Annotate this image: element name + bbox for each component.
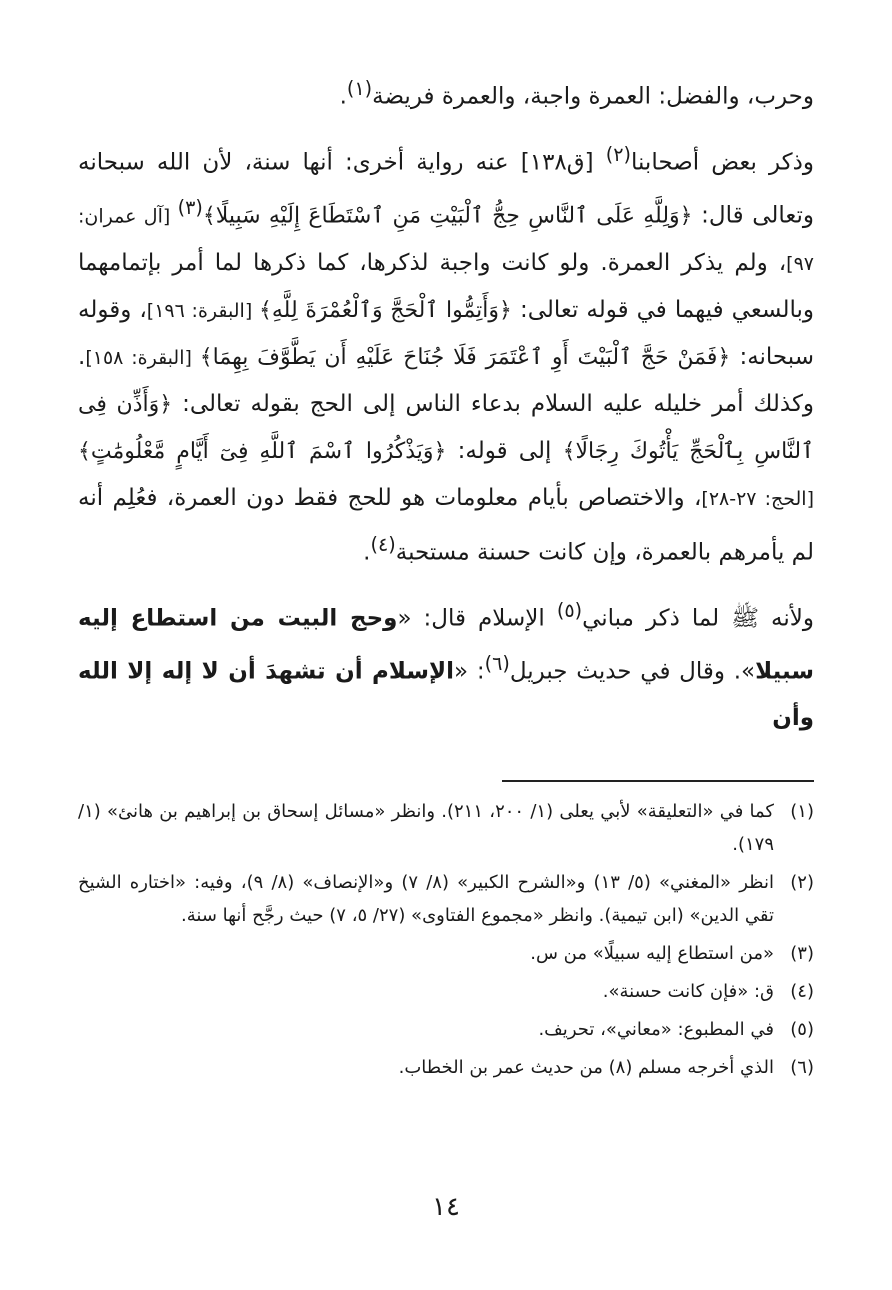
footnote-number: (٢) [790, 872, 814, 893]
footnote-number: (٦) [790, 1057, 814, 1078]
text-run: . [363, 539, 371, 566]
text-run: [ق١٣٨] عنه رواية أخرى: أنها سنة، لأن الله سبحانه وتعالى قال: [78, 149, 815, 229]
text-run: وذكر بعض أصحابنا [630, 149, 814, 176]
footnote-number: (٤) [790, 981, 814, 1002]
footnote-number: (١) [790, 801, 814, 822]
footnotes [78, 795, 814, 1089]
text-run: ». وقال في حديث جبريل [509, 658, 756, 685]
footnote-text: انظر «المغني» (٥/ ١٣) و«الشرح الكبير» (٨/ ٧) و«الإنصاف» (٨/ ٩)، وفيه: «اختاره الشيخ تقي الدين» (ابن تيمية). وانظر «مجموع الفتاوى» (٢٧/ ٥، ٧) حيث رجَّح أنها سنة. [78, 872, 774, 926]
footnote-separator [502, 780, 814, 782]
footnote [78, 975, 814, 1008]
footnote-marker: (٦) [484, 652, 510, 676]
text-run: إلى قوله: [446, 437, 563, 464]
footnote-marker: (٢) [605, 142, 631, 166]
verse-reference: [البقرة: ١٩٦] [146, 299, 259, 322]
quran-verse: ﴿وَأَتِمُّوا ٱلْحَجَّ وَٱلْعُمْرَةَ لِلَّهِ﴾ [258, 297, 512, 323]
main-text [78, 66, 814, 741]
text-run: ، وقوله سبحانه: [78, 296, 814, 370]
footnote-text: الذي أخرجه مسلم (٨) من حديث عمر بن الخطاب. [398, 1057, 774, 1078]
hadith-quote: وحج البيت من استطاع إليه سبيلا [78, 605, 814, 685]
quran-verse: ﴿وَأَذِّن فِى ٱلنَّاسِ بِٱلْحَجِّ يَأْتُوكَ رِجَالًا﴾ [78, 391, 815, 464]
quran-verse: ﴿وَيَذْكُرُوا ٱسْمَ ٱللَّهِ فِىٓ أَيَّامٍ مَّعْلُومَٰتٍ﴾ [78, 438, 447, 464]
quran-verse: ﴿فَمَنْ حَجَّ ٱلْبَيْتَ أَوِ ٱعْتَمَرَ فَلَا جُنَاحَ عَلَيْهِ أَن يَطَّوَّفَ بِهِمَا﴾ [199, 344, 731, 370]
verse-reference: [آل عمران: ٩٧] [78, 205, 814, 275]
quran-verse: ﴿وَلِلَّهِ عَلَى ٱلنَّاسِ حِجُّ ٱلْبَيْتِ مَنِ ٱسْتَطَاعَ إِلَيْهِ سَبِيلًا﴾ [202, 203, 693, 229]
footnote-text: في المطبوع: «معاني»، تحريف. [538, 1019, 774, 1040]
footnote-marker: (٥) [556, 598, 583, 622]
footnote-marker: (١) [346, 77, 373, 100]
text-run: ولأنه ﷺ لما ذكر مباني [582, 605, 814, 632]
footnote-marker: (٤) [370, 532, 396, 556]
text-run: ، ولم يذكر العمرة. ولو كانت واجبة لذكرها، كما ذكرها لما أمر بإتمامهما وبالسعي فيهما في قوله تعالى: [78, 249, 814, 323]
footnote-number: (٣) [790, 943, 814, 964]
text-run: : « [454, 658, 485, 685]
footnote-text: ق: «فإن كانت حسنة». [602, 981, 774, 1002]
page-number: ١٤ [432, 1192, 460, 1222]
footnote [78, 937, 814, 970]
text-run: ، والاختصاص بأيام معلومات هو للحج فقط دون العمرة، فعُلِم أنه لم يأمرهم بالعمرة، وإن كانت حسنة مستحبة [78, 484, 814, 566]
footnote [78, 1013, 814, 1046]
text-run: وحرب، والفضل: العمرة واجبة، والعمرة فريضة [372, 83, 814, 110]
footnote [78, 866, 814, 932]
footnote [78, 795, 814, 861]
footnote-text: كما في «التعليقة» لأبي يعلى (١/ ٢٠٠، ٢١١). وانظر «مسائل إسحاق بن إبراهيم بن هانئ» (١/ ١٧٩). [78, 801, 775, 855]
paragraph [78, 588, 814, 741]
footnote [78, 1051, 814, 1084]
verse-reference: [البقرة: ١٥٨] [85, 346, 200, 369]
footnote-text: «من استطاع إليه سبيلًا» من س. [530, 943, 774, 964]
hadith-quote: الإسلام أن تشهدَ أن لا إله إلا الله وأن [78, 658, 814, 731]
footnote-number: (٥) [790, 1019, 814, 1040]
text-run: . وكذلك أمر خليله عليه السلام بدعاء الناس إلى الحج بقوله تعالى: [78, 343, 815, 417]
paragraph [78, 132, 814, 576]
text-run: الإسلام قال: « [397, 605, 557, 632]
verse-reference: [الحج: ٢٧-٢٨] [701, 487, 814, 510]
paragraph [78, 66, 814, 120]
text-run: . [339, 83, 347, 110]
footnote-marker: (٣) [177, 196, 203, 220]
